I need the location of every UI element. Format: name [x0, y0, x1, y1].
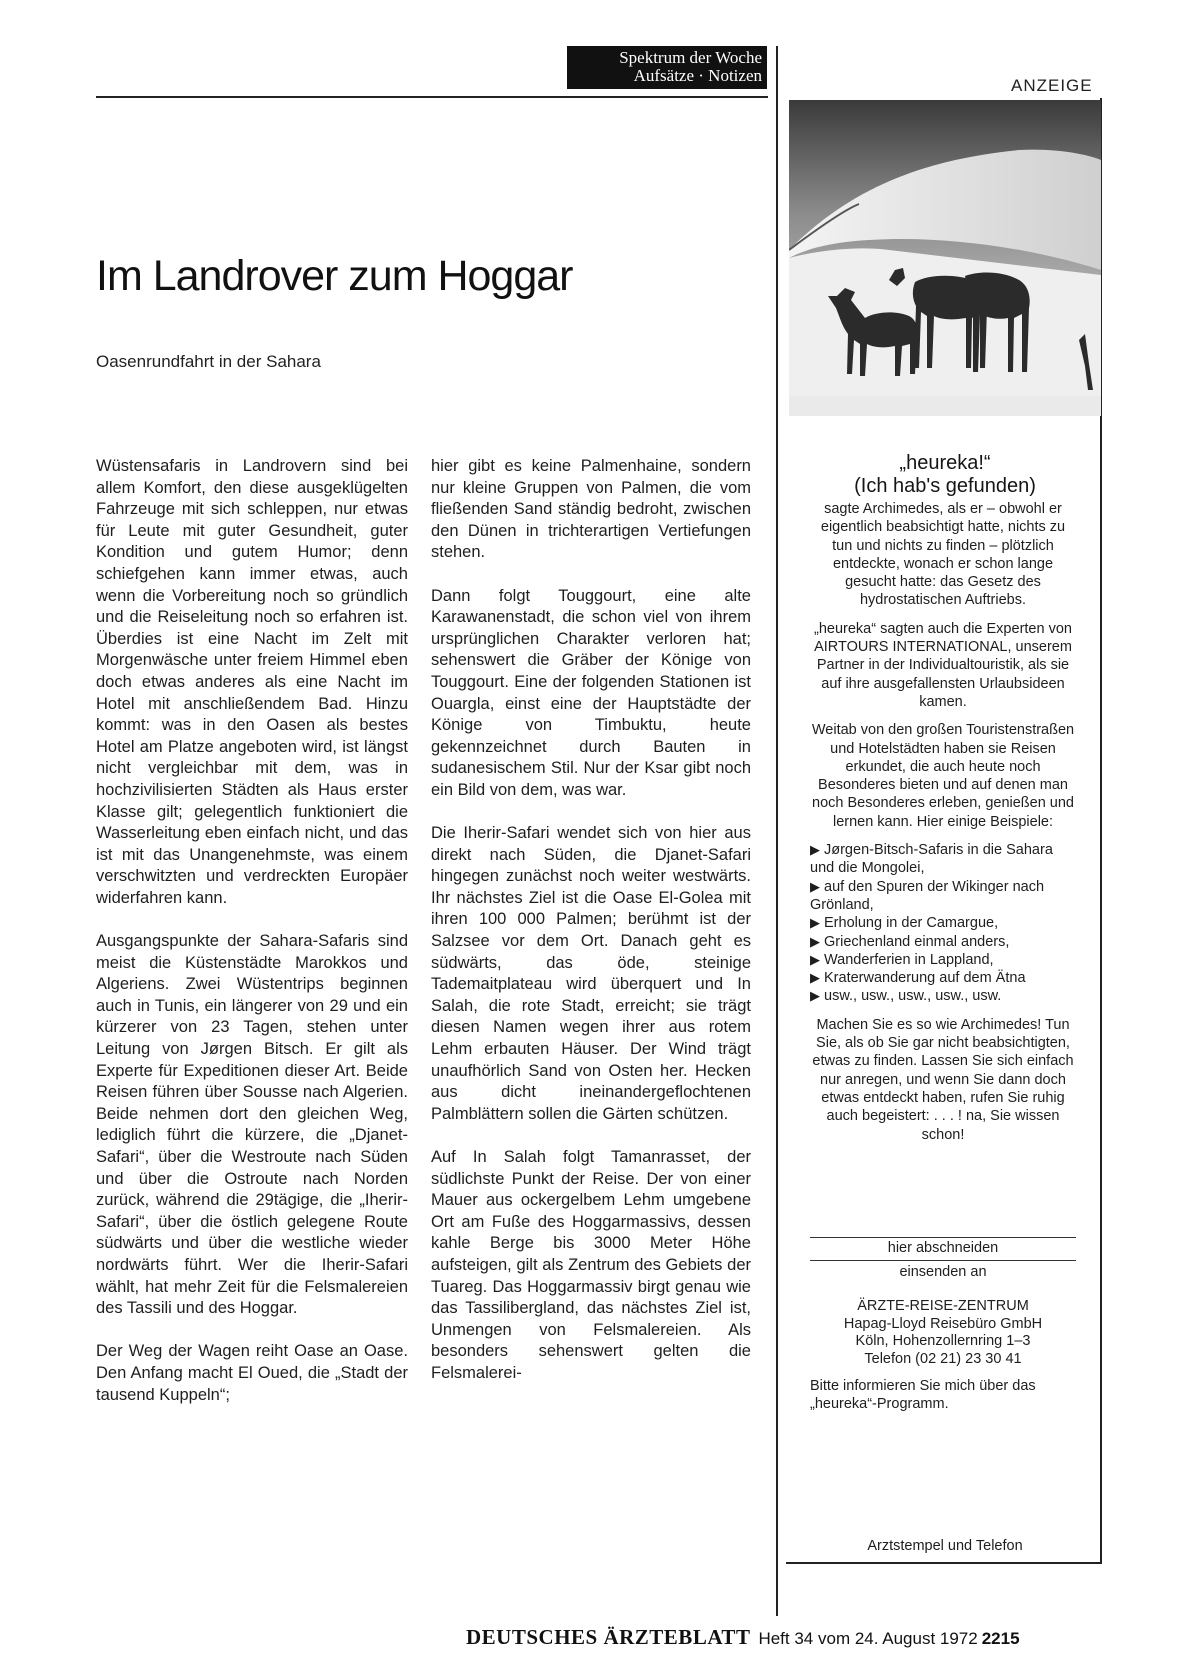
desert-camels-photo — [789, 100, 1101, 416]
paragraph: Wüstensafaris in Landrovern sind bei allem Komfort, den diese ausgeklügelten Fahrzeuge mit sich schleppen, nur etwas für Leute mit guter Gesundheit, guter Kondition und gutem Humor; denn schiefgehen kann immer etwas, auch wenn die Vorbereitung noch so gründlich und die Reiseleitung noch so erfahren ist. Überdies ist eine Nacht im Zelt mit Morgenwäsche unter freiem Himmel eben doch etwas anderes als eine Nacht im Hotel mit anschließendem Bad. Hinzu kommt: was in den Oasen als bestes Hotel am Platze angeboten wird, ist längst nicht vergleichbar mit dem, was in hochzivilisierten Städten als Haus erster Klasse gilt; gelegentlich funktioniert die Wasserleitung eben einfach nicht, und das ist mit das Unangenehmste, was einem verschwitzten und verdreckten Europäer widerfahren kann. — [96, 457, 408, 907]
arrow-bullet-icon: ▶ — [810, 915, 820, 931]
cut-line-top — [810, 1237, 1076, 1238]
paragraph: Ausgangspunkte der Sahara-Safaris sind meist die Küstenstädte Marokkos und Algeriens. Zwei Wüstentrips beginnen auch in Tunis, ein längerer von 29 und ein kürzerer von 23 Tagen, stehen unter Leitung von Jørgen Bitsch. Er gilt als Experte für Expeditionen dieser Art. Beide Reisen führen über Sousse nach Algerien. Beide nehmen dort den gleichen Weg, lediglich führt die kürzere, die „Djanet-Safari“, über die Westroute nach Süden und über die Ostroute nach Norden zurück, während die 29tägige, die „Iherir-Safari“, über die östlich gelegene Route südwärts und über die westliche wieder nordwärts führt. Wer die Iherir-Safari wählt, hat mehr Zeit für die Felsmalereien des Tassili und des Hoggar. — [96, 932, 408, 1318]
send-to-label: einsenden an — [899, 1264, 987, 1280]
list-item: ▶ Jørgen-Bitsch-Safaris in die Sahara und die Mongolei, — [810, 842, 1053, 877]
list-item: ▶ usw., usw., usw., usw., usw. — [810, 988, 1002, 1005]
ad-headline — [790, 452, 1100, 498]
coupon-request-text: Bitte informieren Sie mich über das „heureka“-Programm. — [810, 1378, 1036, 1412]
paragraph: hier gibt es keine Palmenhaine, sondern nur kleine Gruppen von Palmen, die vom fließenden Sand ständig bedroht, zwischen den Dünen in trichterartigen Vertiefungen stehen. — [431, 457, 751, 562]
arrow-bullet-icon: ▶ — [810, 988, 820, 1004]
ad-examples-list — [810, 841, 1076, 1006]
cut-here-label: hier abschneiden — [887, 1240, 999, 1256]
list-item: ▶ Erholung in der Camargue, — [810, 915, 999, 932]
ad-headline-line2: (Ich hab's gefunden) — [854, 475, 1036, 497]
article-title: Im Landrover zum Hoggar — [96, 252, 573, 300]
ad-headline-line1: „heureka!“ — [899, 452, 991, 474]
page-footer — [466, 1625, 1020, 1650]
ad-label: ANZEIGE — [1011, 76, 1093, 95]
coupon-address — [810, 1298, 1076, 1368]
section-label — [567, 46, 767, 89]
arrow-bullet-icon: ▶ — [810, 933, 820, 949]
cut-line[interactable] — [810, 1260, 1076, 1261]
ad-paragraph: sagte Archimedes, als er – obwohl er eigentlich beabsichtigt hatte, nichts zu tun und nichts zu finden – plötzlich entdeckte, wonach er schon lange gesucht hatte: das Gesetz des hydrostatischen Auftriebs. — [820, 501, 1066, 609]
list-item: ▶ Kraterwanderung auf dem Ätna — [810, 970, 1026, 987]
doctor-stamp-field[interactable]: Arztstempel und Telefon — [867, 1538, 1023, 1554]
paragraph: Die Iherir-Safari wendet sich von hier aus direkt nach Süden, die Djanet-Safari hingegen zunächst noch weiter westwärts. Ihr nächstes Ziel ist die Oase El-Golea mit ihren 100 000 Palmen; berühmt ist der Salzsee vor dem Ort. Danach geht es südwärts, das öde, steinige Tademaitplateau wird überquert und In Salah, die rote Stadt, erreicht; sie trägt diesen Namen wegen ihrer aus rotem Lehm erbauten Häuser. Der Wind trägt unaufhörlich Sand von Osten her. Hecken aus dicht ineinandergeflochtenen Palmblättern sollen die Gärten schützen. — [431, 824, 751, 1123]
ad-paragraph: Machen Sie es so wie Archimedes! Tun Sie, als ob Sie gar nicht beabsichtigten, etwas zu finden. Lassen Sie sich einfach nur anregen, und wenn Sie dann doch etwas entdeckt haben, rufen Sie ruhig auch begeistert: . . . ! na, Sie wissen schon! — [812, 1016, 1074, 1143]
list-item: ▶ Wanderferien in Lappland, — [810, 951, 994, 968]
address-line: Hapag-Lloyd Reisebüro GmbH — [843, 1315, 1043, 1332]
address-line: Telefon (02 21) 23 30 41 — [864, 1350, 1022, 1367]
section-label-line2: Aufsätze · Notizen — [633, 66, 762, 85]
section-label-line1: Spektrum der Woche — [619, 48, 762, 67]
ad-paragraph: „heureka“ sagten auch die Experten von AIRTOURS INTERNATIONAL, unserem Partner in der Individualtouristik, als sie auf ihre ausgefallensten Urlaubsideen kamen. — [814, 620, 1072, 710]
paragraph: Der Weg der Wagen reiht Oase an Oase. Den Anfang macht El Oued, die „Stadt der tausend Kuppeln“; — [96, 1342, 408, 1404]
article-subtitle: Oasenrundfahrt in der Sahara — [96, 352, 321, 371]
address-line: Köln, Hohenzollernring 1–3 — [855, 1333, 1031, 1349]
article-column-2 — [431, 456, 751, 1406]
journal-name: DEUTSCHES ÄRZTEBLATT — [466, 1625, 751, 1649]
issue-info: Heft 34 vom 24. August 1972 — [758, 1629, 978, 1648]
ad-body — [810, 500, 1076, 1154]
header-rule — [96, 96, 768, 98]
paragraph: Auf In Salah folgt Tamanrasset, der südlichste Punkt der Reise. Der von einer Mauer aus ockergelbem Lehm umgebene Ort am Fuße des Hoggarmassivs, dessen kahle Berge bis 3000 Meter Höhe aufsteigen, gilt als Zentrum des Gebiets der Tuareg. Das Hoggarmassiv birgt genau wie das Tassilibergland, das nächstes Ziel ist, Unmengen von Felsmalereien. Als besonders sehenswert gelten die Felsmalerei- — [431, 1148, 751, 1382]
ad-paragraph: Weitab von den großen Touristenstraßen und Hotelstädten haben sie Reisen erkundet, die auch heute noch Besonderes bieten und auf denen man noch Besonderes erleben, genießen und lernen kann. Hier einige Beispiele: — [811, 722, 1075, 830]
article-column-1 — [96, 456, 408, 1428]
arrow-bullet-icon: ▶ — [810, 970, 820, 986]
paragraph: Dann folgt Touggourt, eine alte Karawanenstadt, die schon viel von ihrem ursprünglichen Charakter verloren hat; sehenswert die Gräber der Könige von Touggourt. Eine der folgenden Stationen ist Ouargla, einst eine der Hauptstädte der Könige von Timbuktu, heute gekennzeichnet durch Bauten in sudanesischem Stil. Nur der Ksar gibt noch ein Bild von dem, was war. — [431, 586, 751, 799]
address-line: ÄRZTE-REISE-ZENTRUM — [857, 1298, 1029, 1314]
arrow-bullet-icon: ▶ — [810, 878, 820, 894]
list-item: ▶ Griechenland einmal anders, — [810, 933, 1010, 950]
list-item: ▶ auf den Spuren der Wikinger nach Grönland, — [810, 878, 1045, 913]
arrow-bullet-icon: ▶ — [810, 951, 820, 967]
arrow-bullet-icon: ▶ — [810, 842, 820, 858]
column-divider — [776, 46, 778, 1616]
page-number: 2215 — [981, 1629, 1020, 1648]
